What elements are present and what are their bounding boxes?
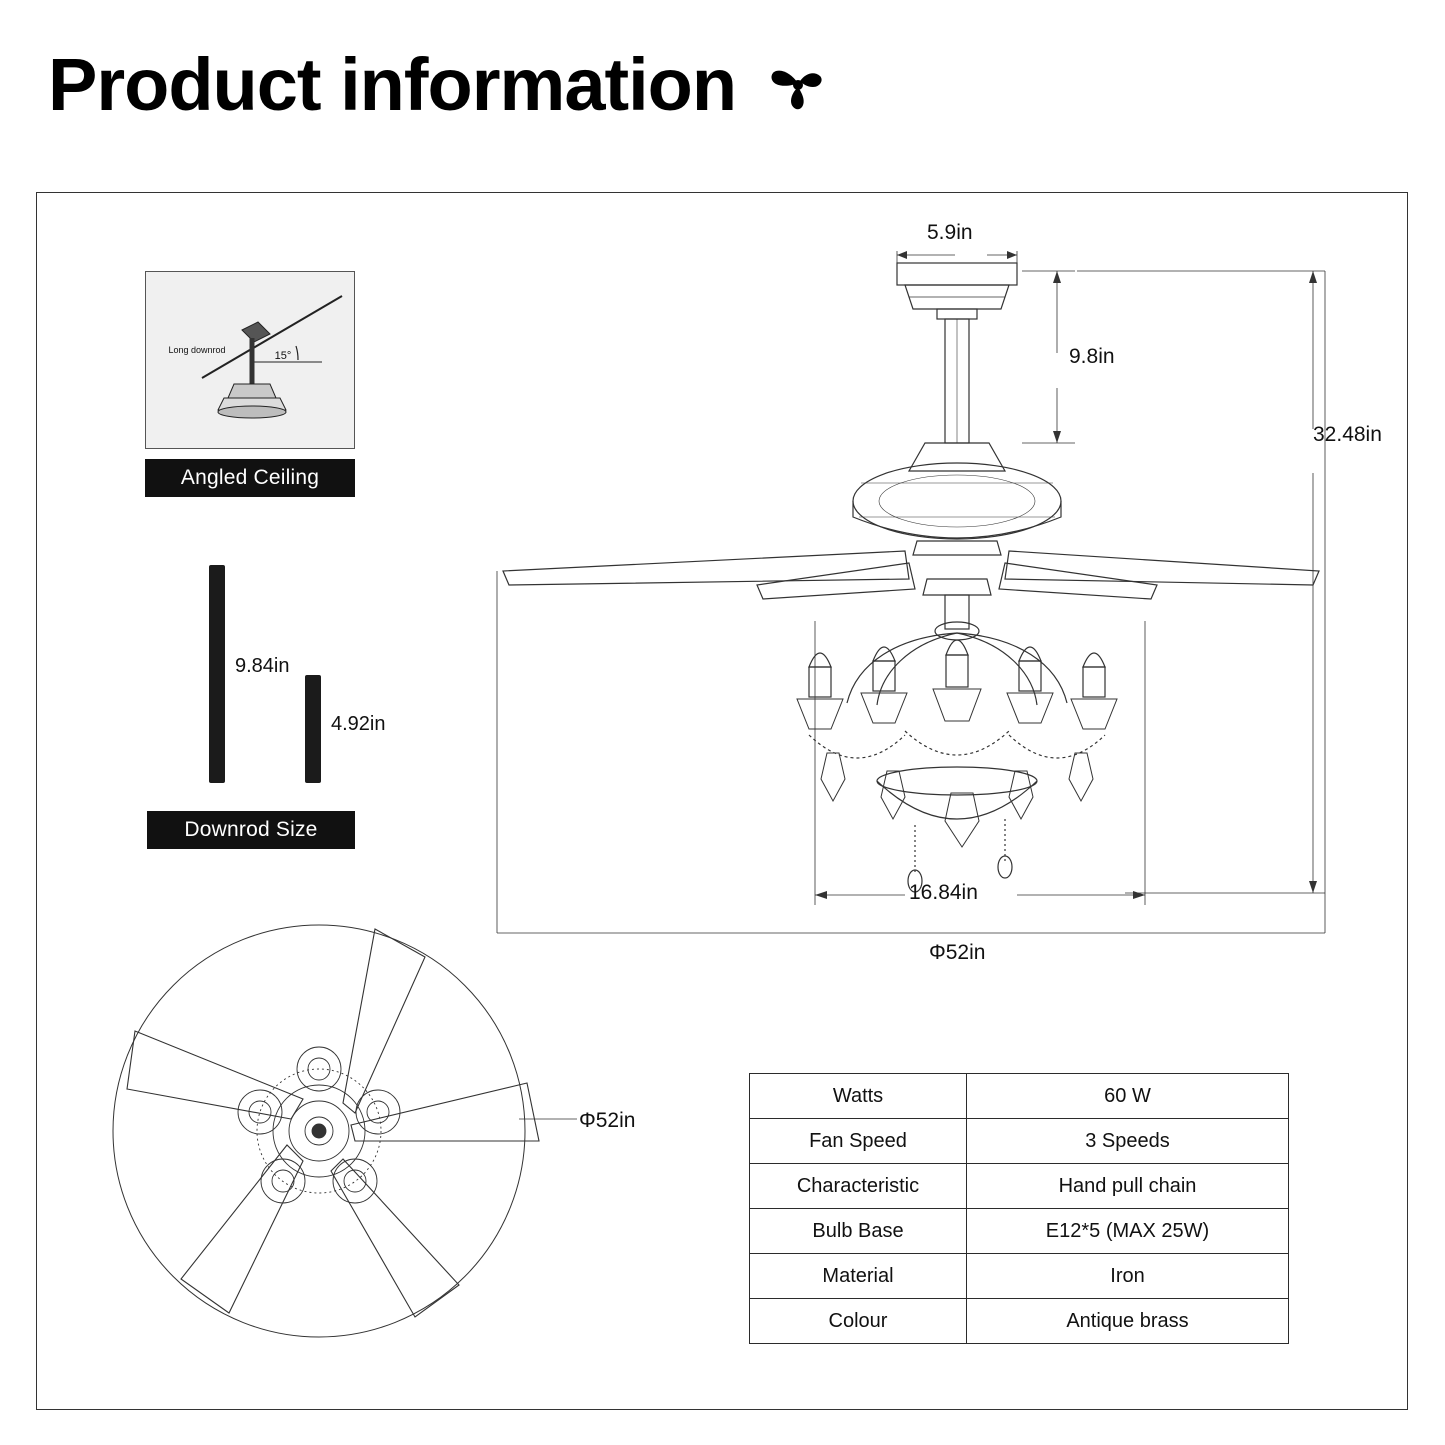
spec-value: 3 Speeds bbox=[967, 1119, 1289, 1164]
downrod-long-bar bbox=[209, 565, 225, 783]
spec-value: Iron bbox=[967, 1254, 1289, 1299]
spec-key: Material bbox=[750, 1254, 967, 1299]
downrod-block bbox=[147, 565, 386, 835]
downrod-short-bar bbox=[305, 675, 321, 783]
downrod-short-label: 4.92in bbox=[331, 713, 386, 735]
dim-downrod-height: 9.8in bbox=[1069, 345, 1115, 368]
fan-bottom-view bbox=[107, 913, 636, 1353]
spec-value: E12*5 (MAX 25W) bbox=[967, 1209, 1289, 1254]
downrod-caption: Downrod Size bbox=[147, 811, 355, 849]
spec-table bbox=[749, 1073, 1289, 1344]
diagram-frame bbox=[36, 192, 1408, 1410]
table-row bbox=[750, 1254, 1289, 1299]
table-row bbox=[750, 1209, 1289, 1254]
angled-ceiling-caption: Angled Ceiling bbox=[145, 459, 355, 497]
angled-ceiling-illustration bbox=[145, 271, 355, 449]
spec-value: 60 W bbox=[967, 1074, 1289, 1119]
spec-key: Fan Speed bbox=[750, 1119, 967, 1164]
spec-value: Hand pull chain bbox=[967, 1164, 1289, 1209]
angled-ceiling-block bbox=[145, 271, 355, 489]
fan-icon bbox=[762, 49, 834, 121]
dim-total-height: 32.48in bbox=[1313, 423, 1382, 446]
page-header bbox=[48, 43, 834, 126]
dim-blade-span: Φ52in bbox=[929, 941, 986, 964]
angled-ceiling-angle-label: 15° bbox=[274, 350, 292, 362]
spec-key: Bulb Base bbox=[750, 1209, 967, 1254]
table-row bbox=[750, 1164, 1289, 1209]
table-row bbox=[750, 1074, 1289, 1119]
page-title: Product information bbox=[48, 43, 737, 126]
spec-value: Antique brass bbox=[967, 1299, 1289, 1344]
dim-canopy-width: 5.9in bbox=[927, 221, 973, 244]
downrod-long-label: 9.84in bbox=[235, 655, 290, 677]
spec-key: Characteristic bbox=[750, 1164, 967, 1209]
dim-light-width: 16.84in bbox=[909, 881, 978, 904]
angled-ceiling-rod-label: Long downrod bbox=[168, 345, 226, 355]
spec-key: Colour bbox=[750, 1299, 967, 1344]
table-row bbox=[750, 1299, 1289, 1344]
downrod-caption-wrap bbox=[147, 801, 355, 849]
dim-bottom-diameter: Φ52in bbox=[579, 1109, 636, 1132]
spec-key: Watts bbox=[750, 1074, 967, 1119]
fan-side-view bbox=[457, 221, 1382, 993]
table-row bbox=[750, 1119, 1289, 1164]
